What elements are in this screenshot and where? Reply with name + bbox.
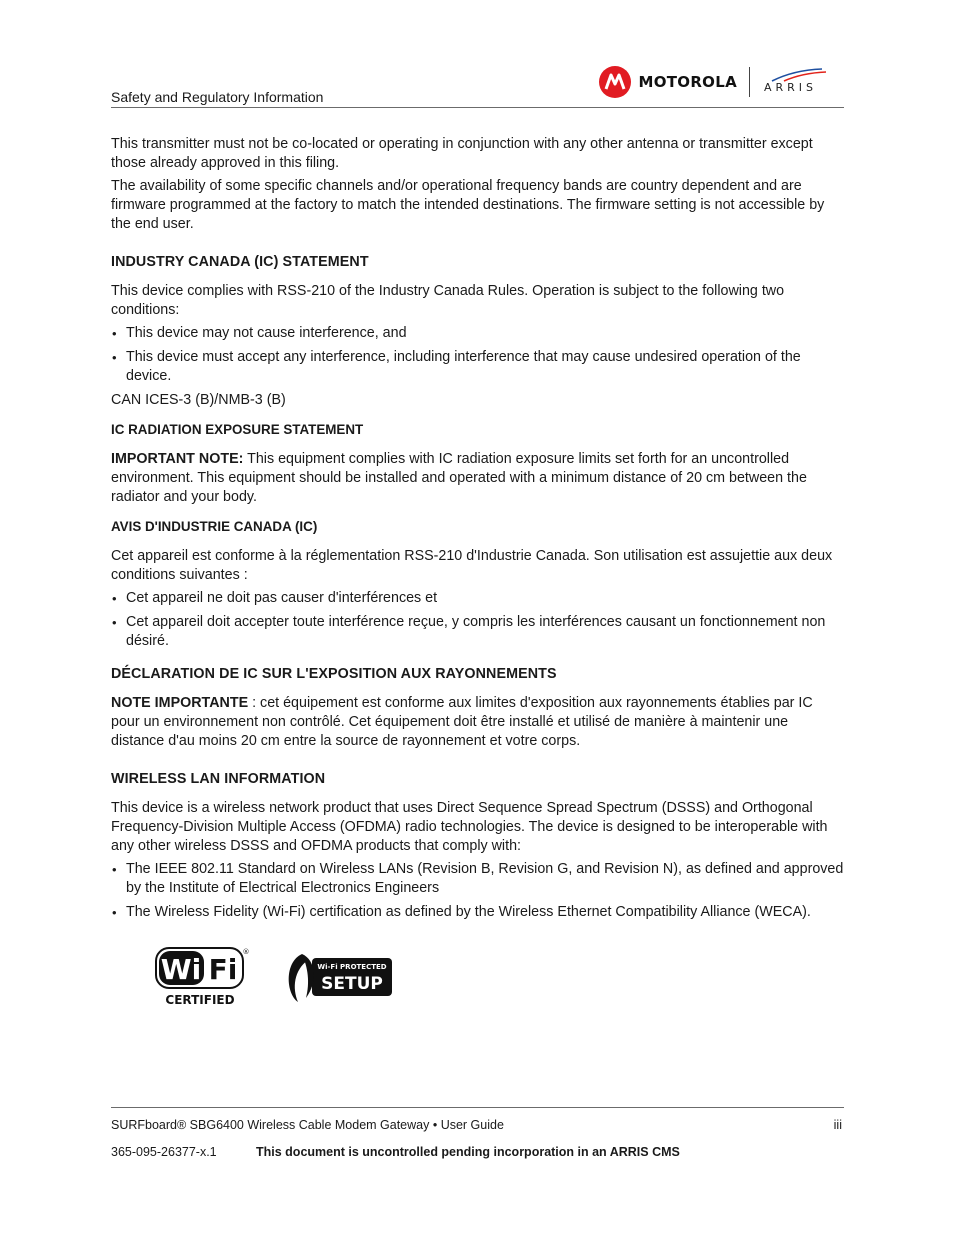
header-section-title: Safety and Regulatory Information [111,89,324,105]
wireless-standards-list [111,860,844,922]
note-importante-text: : cet équipement est conforme aux limites d'exposition aux rayonnements établies par IC pour un environnement non contrôlé. Cet équipement doit être installé et utilisé de manière à maintenir une distance d'au moins 20 cm entre la source de rayonnement et votre corps. [111,695,813,749]
svg-text:SETUP: SETUP [321,974,383,994]
paragraph-can-ices: CAN ICES-3 (B)/NMB-3 (B) [111,392,286,408]
page-header [111,60,844,108]
motorola-batwing-icon [599,66,631,98]
svg-text:Fi: Fi [208,953,238,986]
list-item: • The IEEE 802.11 Standard on Wireless LANs (Revision B, Revision G, and Revision N), as defined and approved by the Institute of Electrical Electronics Engineers [111,860,844,898]
heading-avis-ic: AVIS D'INDUSTRIE CANADA (IC) [111,519,318,534]
important-note-label: IMPORTANT NOTE: [111,451,244,467]
paragraph-ic-radiation [111,450,844,507]
ic-conditions-list [111,324,844,386]
logo-divider [749,67,750,97]
arris-wordmark: ARRIS [764,81,818,94]
important-note-text: This equipment complies with IC radiation exposure limits set forth for an uncontrolled environment. This equipment should be installed and operated with a minimum distance of 20 cm between the radiator and your body. [111,451,807,505]
certification-logos [155,946,405,1010]
paragraph-channel-availability: The availability of some specific channels and/or operational frequency bands are country dependent and are firmware programmed at the factory to match the intended destinations. The firmware setting is not accessible by the end user. [111,178,825,232]
paragraph-ic-intro: This device complies with RSS-210 of the Industry Canada Rules. Operation is subject to the following two conditions: [111,283,785,318]
svg-text:Wi: Wi [160,953,202,986]
page-footer [111,1107,844,1159]
list-item: • Cet appareil doit accepter toute interférence reçue, y compris les interférences causant un fonctionnement non désiré. [111,613,844,651]
arris-logo [764,67,828,97]
svg-text:®: ® [242,948,250,956]
brand-logos [599,64,828,100]
wifi-certified-logo [155,946,250,1008]
motorola-wordmark: MOTOROLA [638,73,737,91]
svg-text:CERTIFIED: CERTIFIED [165,993,235,1007]
arris-swoosh-icon [764,68,828,82]
avis-conditions-list [111,589,844,651]
heading-ic-statement: INDUSTRY CANADA (IC) STATEMENT [111,254,369,270]
note-importante-label: NOTE IMPORTANTE [111,695,249,711]
document-number: 365-095-26377-x.1 [111,1145,217,1159]
heading-declaration: DÉCLARATION DE IC SUR L'EXPOSITION AUX RAYONNEMENTS [111,666,557,682]
paragraph-wireless-intro: This device is a wireless network product that uses Direct Sequence Spread Spectrum (DSSS) and Orthogonal Frequency-Division Multiple Access (OFDMA) radio technologies. The device is designed to be interoperable with any other wireless DSSS and OFDMA products that comply with: [111,800,828,854]
list-item: • The Wireless Fidelity (Wi-Fi) certification as defined by the Wireless Ethernet Compatibility Alliance (WECA). [111,903,844,922]
list-item: • This device may not cause interference, and [111,324,844,343]
wifi-protected-setup-logo [282,952,394,1004]
list-item: • This device must accept any interference, including interference that may cause undesired operation of the device. [111,348,844,386]
paragraph-avis-intro: Cet appareil est conforme à la réglementation RSS-210 d'Industrie Canada. Son utilisation est assujettie aux deux conditions suivantes : [111,548,833,583]
footer-product-title: SURFboard® SBG6400 Wireless Cable Modem Gateway • User Guide [111,1118,504,1132]
paragraph-colocation: This transmitter must not be co-located or operating in conjunction with any other antenna or transmitter except those already approved in this filing. [111,136,813,171]
page-number: iii [833,1118,842,1132]
uncontrolled-document-notice: This document is uncontrolled pending incorporation in an ARRIS CMS [256,1145,680,1159]
paragraph-declaration [111,694,844,751]
page-body [111,135,844,927]
svg-text:Wi-Fi PROTECTED: Wi-Fi PROTECTED [317,963,387,971]
heading-wireless-lan: WIRELESS LAN INFORMATION [111,771,326,787]
list-item: • Cet appareil ne doit pas causer d'interférences et [111,589,844,608]
heading-ic-radiation: IC RADIATION EXPOSURE STATEMENT [111,422,364,437]
